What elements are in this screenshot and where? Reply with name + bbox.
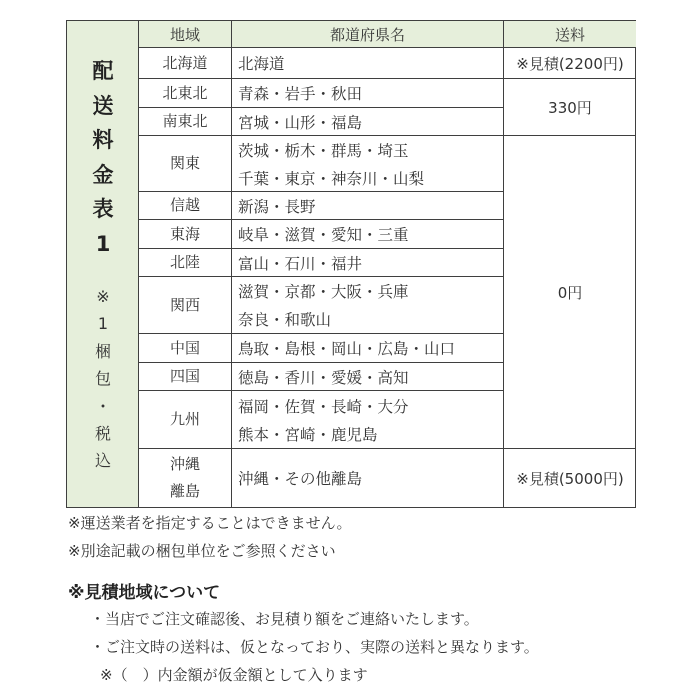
- region-label: 北海道: [162, 53, 208, 72]
- header-prefectures-label: 都道府県名: [329, 25, 405, 44]
- region-cell: [139, 449, 231, 507]
- prefecture-text: 宮城・山形・福島: [238, 113, 363, 132]
- side-title: [67, 54, 139, 261]
- prefecture-text: 熊本・宮崎・鹿児島: [238, 426, 378, 444]
- side-title-char: 配: [92, 59, 114, 83]
- prefecture-cell: [232, 48, 503, 78]
- prefecture-text: 北海道: [238, 55, 285, 73]
- header-region: [139, 21, 231, 47]
- prefecture-text: 沖縄・その他離島: [238, 470, 363, 488]
- note-packaging: ※別途記載の梱包単位をご参照ください: [68, 542, 336, 560]
- fee-text: ※見積(2200円): [516, 54, 624, 73]
- prefecture-text: 徳島・香川・愛媛・高知: [238, 368, 409, 387]
- region-cell: [139, 192, 231, 219]
- region-cell: [139, 391, 231, 448]
- prefecture-text: 茨城・栃木・群馬・埼玉: [238, 142, 409, 160]
- region-cell: [139, 277, 231, 333]
- side-title-char: 表: [92, 197, 114, 221]
- estimate-bullet: ※（ ）内金額が仮金額として入ります: [100, 666, 368, 684]
- estimate-bullet: ・ご注文時の送料は、仮となっており、実際の送料と異なります。: [90, 638, 539, 656]
- fee-text: 0円: [557, 283, 583, 302]
- grid-line: [139, 135, 636, 136]
- prefecture-text: 福岡・佐賀・長崎・大分: [238, 397, 409, 416]
- grid-line: [139, 333, 503, 334]
- prefecture-cell: [232, 305, 503, 333]
- header-prefectures: [232, 21, 503, 47]
- region-cell: [139, 136, 231, 191]
- region-cell: [139, 79, 231, 107]
- side-title-char: 送: [92, 93, 114, 118]
- grid-line: [139, 191, 503, 192]
- header-fee: [504, 21, 636, 47]
- prefecture-text: 千葉・東京・神奈川・山梨: [238, 169, 425, 188]
- side-note-char: ・: [94, 396, 111, 416]
- grid-line: [139, 448, 636, 449]
- grid-line: [139, 248, 503, 249]
- region-label: 関東: [169, 154, 200, 172]
- side-title-char: 1: [95, 231, 111, 256]
- shipping-fee-table: [66, 20, 636, 508]
- prefecture-cell: [232, 391, 503, 420]
- estimate-bullet: ・当店でご注文確認後、お見積り額をご連絡いたします。: [90, 610, 479, 628]
- side-title-char: 料: [92, 128, 114, 152]
- fee-cell-tohoku: [504, 79, 636, 135]
- prefecture-cell: [232, 220, 503, 248]
- prefecture-cell: [232, 420, 503, 448]
- fee-text: 330円: [548, 98, 592, 117]
- side-note-char: 1: [97, 314, 109, 334]
- fee-text: ※見積(5000円): [516, 469, 624, 488]
- prefecture-cell: [232, 164, 503, 191]
- grid-line: [139, 78, 636, 79]
- prefecture-cell: [232, 79, 503, 107]
- side-note-char: 包: [94, 369, 111, 389]
- region-label: 北東北: [162, 83, 208, 102]
- side-note-char: ※: [96, 287, 110, 306]
- grid-line: [139, 47, 636, 48]
- prefecture-text: 新潟・長野: [238, 197, 316, 216]
- grid-line: [139, 362, 503, 363]
- table-side-column: [67, 21, 139, 507]
- fee-cell-hokkaido: [504, 48, 636, 78]
- region-cell: [139, 249, 231, 276]
- region-cell: [139, 220, 231, 248]
- prefecture-cell: [232, 249, 503, 276]
- grid-line: [139, 107, 503, 108]
- prefecture-text: 青森・岩手・秋田: [238, 85, 363, 103]
- region-label: 東海: [169, 224, 200, 243]
- grid-line: [231, 21, 232, 507]
- prefecture-text: 岐阜・滋賀・愛知・三重: [238, 226, 409, 244]
- region-label: 沖縄: [169, 455, 200, 473]
- region-cell: [139, 334, 231, 362]
- prefecture-text: 富山・石川・福井: [238, 254, 363, 273]
- region-label: 離島: [169, 482, 200, 500]
- estimate-section-title: ※見積地域について: [68, 583, 221, 603]
- header-fee-label: 送料: [554, 25, 585, 44]
- fee-cell-main: [504, 136, 636, 448]
- region-label: 北陸: [169, 253, 200, 271]
- prefecture-cell: [232, 449, 503, 507]
- side-note-char: 税: [94, 424, 111, 444]
- grid-line: [503, 21, 504, 507]
- side-note: [67, 283, 139, 475]
- grid-line: [139, 276, 503, 277]
- note-carrier: ※運送業者を指定することはできません。: [68, 514, 352, 532]
- grid-line: [139, 219, 503, 220]
- side-title-char: 金: [92, 162, 114, 187]
- region-cell: [139, 363, 231, 390]
- prefecture-text: 鳥取・島根・岡山・広島・山口: [238, 340, 456, 358]
- prefecture-cell: [232, 108, 503, 135]
- side-note-char: 梱: [94, 341, 111, 361]
- region-label: 信越: [169, 196, 200, 214]
- header-region-label: 地域: [169, 25, 200, 44]
- region-label: 中国: [169, 338, 200, 357]
- region-label: 九州: [169, 410, 200, 428]
- region-label: 南東北: [162, 112, 208, 130]
- grid-line: [139, 390, 503, 391]
- region-cell: [139, 48, 231, 78]
- prefecture-cell: [232, 192, 503, 219]
- prefecture-cell: [232, 363, 503, 390]
- prefecture-cell: [232, 277, 503, 305]
- prefecture-text: 滋賀・京都・大阪・兵庫: [238, 283, 409, 301]
- region-cell: [139, 108, 231, 135]
- fee-cell-okinawa: [504, 449, 636, 507]
- prefecture-cell: [232, 334, 503, 362]
- prefecture-text: 奈良・和歌山: [238, 311, 332, 329]
- prefecture-cell: [232, 136, 503, 164]
- region-label: 四国: [169, 367, 200, 385]
- region-label: 関西: [169, 295, 200, 314]
- side-note-char: 込: [94, 451, 111, 471]
